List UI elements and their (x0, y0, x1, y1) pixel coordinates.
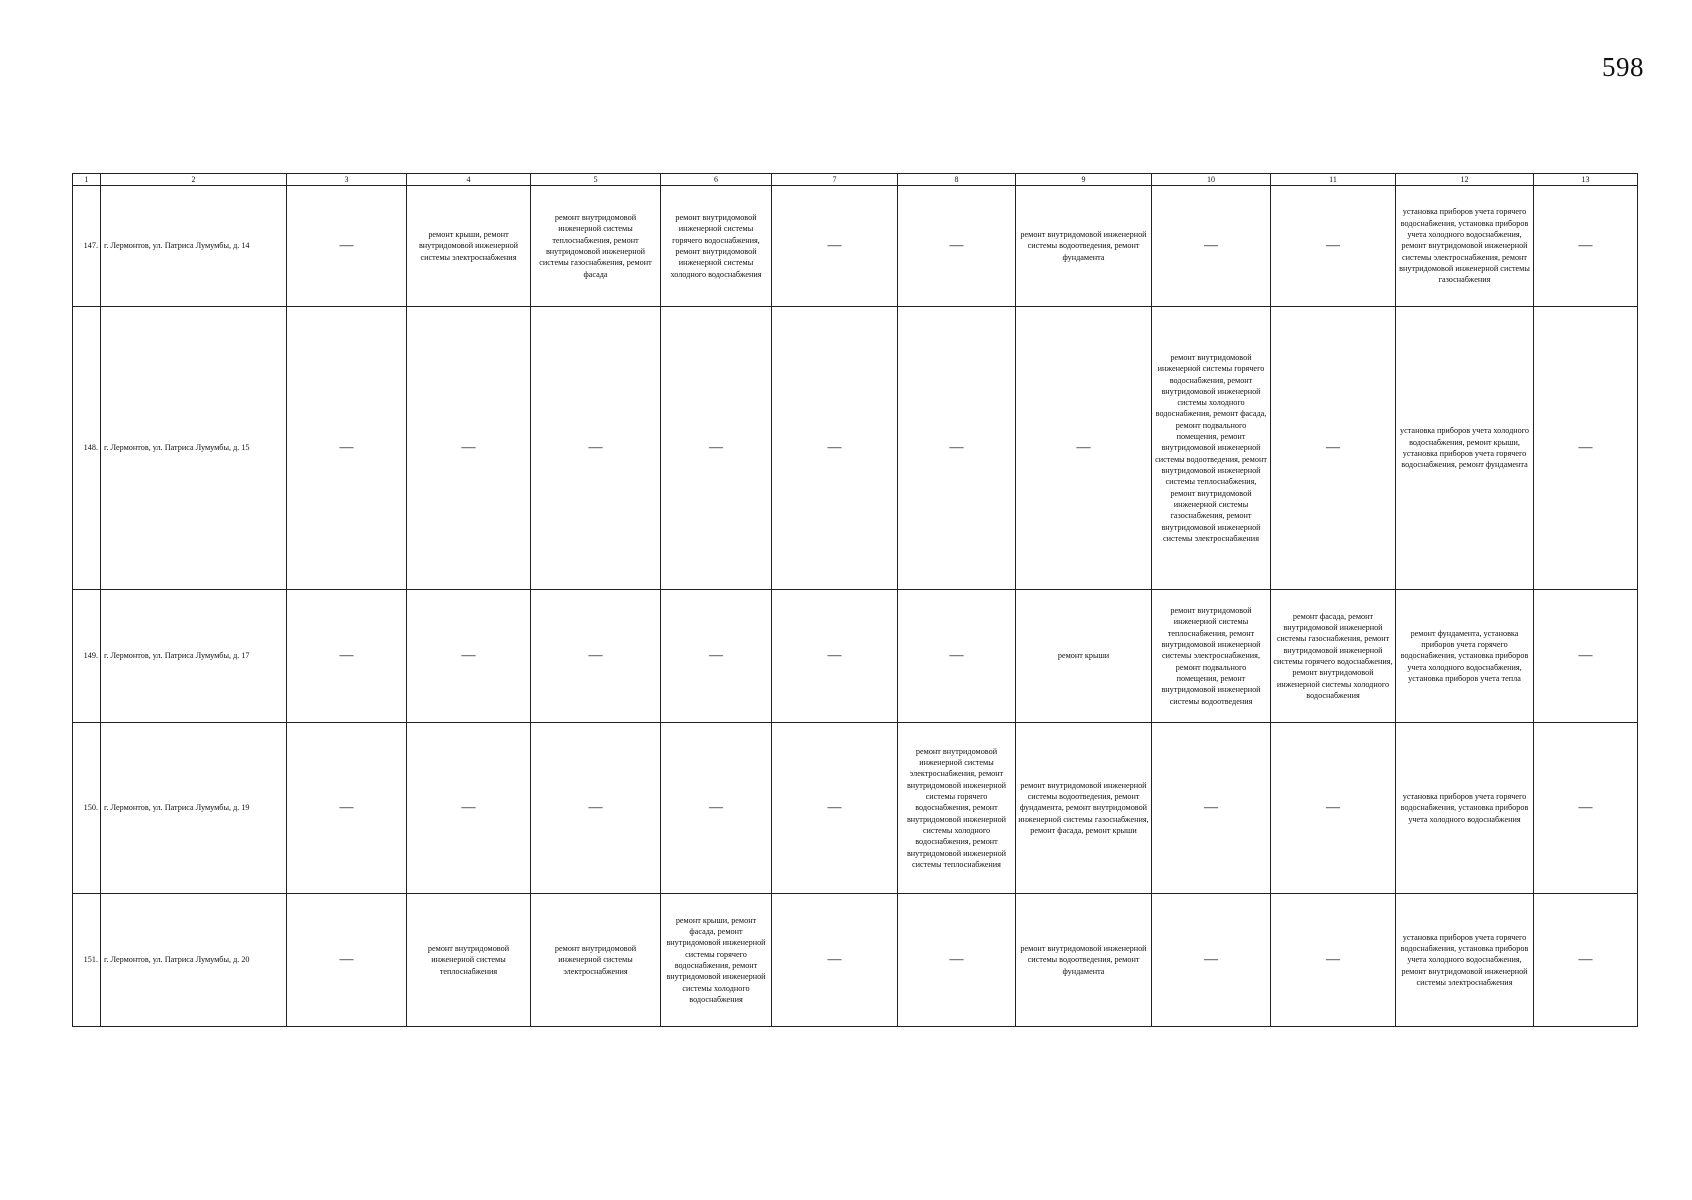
table-cell: ремонт внутридомовой инженерной системы водоотведения, ремонт фундамента, ремонт внутридомовой инженерной системы газоснабжения, ремонт фасада, ремонт крыши (1016, 723, 1152, 894)
table-cell: ремонт внутридомовой инженерной системы горячего водоснабжения, ремонт внутридомовой инженерной системы холодного водоснабжения, ремонт фасада, ремонт подвального помещения, ремонт внутридомовой инженерной системы водоотведения, ремонт внутридомовой инженерной системы теплоснабжения, ремонт внутридомовой инженерной системы газоснабжения, ремонт внутридомовой инженерной системы электроснабжения (1152, 307, 1271, 590)
table-row (73, 894, 1638, 1027)
table-cell: — (1152, 723, 1271, 894)
table-cell: ремонт внутридомовой инженерной системы водоотведения, ремонт фундамента (1016, 894, 1152, 1027)
table-cell: ремонт внутридомовой инженерной системы водоотведения, ремонт фундамента (1016, 186, 1152, 307)
row-number: 147. (73, 186, 101, 307)
table-cell: — (661, 590, 772, 723)
table-cell: — (287, 590, 407, 723)
table-cell: — (898, 590, 1016, 723)
address-cell: г. Лермонтов, ул. Патриса Лумумбы, д. 17 (101, 590, 287, 723)
column-header: 4 (407, 174, 531, 186)
column-header: 1 (73, 174, 101, 186)
table-cell: — (1534, 307, 1638, 590)
table-cell: — (772, 894, 898, 1027)
column-header: 10 (1152, 174, 1271, 186)
column-header: 6 (661, 174, 772, 186)
table-cell: — (772, 590, 898, 723)
row-number: 149. (73, 590, 101, 723)
table-cell: — (772, 307, 898, 590)
table-cell: — (772, 723, 898, 894)
column-header: 11 (1271, 174, 1396, 186)
table-cell: ремонт внутридомовой инженерной системы электроснабжения, ремонт внутридомовой инженерной системы горячего водоснабжения, ремонт внутридомовой инженерной системы холодного водоснабжения, ремонт внутридомовой инженерной системы теплоснабжения (898, 723, 1016, 894)
table-cell: ремонт крыши, ремонт фасада, ремонт внутридомовой инженерной системы горячего водоснабжения, ремонт внутридомовой инженерной системы холодного водоснабжения (661, 894, 772, 1027)
table-cell: ремонт фасада, ремонт внутридомовой инженерной системы газоснабжения, ремонт внутридомовой инженерной системы горячего водоснабжения, ремонт внутридомовой инженерной системы холодного водоснабжения (1271, 590, 1396, 723)
row-number: 150. (73, 723, 101, 894)
table-cell: ремонт внутридомовой инженерной системы горячего водоснабжения, ремонт внутридомовой инженерной системы холодного водоснабжения (661, 186, 772, 307)
address-cell: г. Лермонтов, ул. Патриса Лумумбы, д. 19 (101, 723, 287, 894)
table-cell: — (1271, 894, 1396, 1027)
table-cell: ремонт крыши (1016, 590, 1152, 723)
table-cell: — (898, 186, 1016, 307)
table-cell: — (287, 894, 407, 1027)
column-header: 12 (1396, 174, 1534, 186)
table-cell: установка приборов учета горячего водоснабжения, установка приборов учета холодного водоснабжения (1396, 723, 1534, 894)
table-row (73, 186, 1638, 307)
table-cell: ремонт внутридомовой инженерной системы электроснабжения (531, 894, 661, 1027)
column-header: 8 (898, 174, 1016, 186)
table-row (73, 723, 1638, 894)
table-cell: — (1534, 186, 1638, 307)
column-header: 9 (1016, 174, 1152, 186)
table-cell: — (1271, 307, 1396, 590)
table-cell: — (407, 307, 531, 590)
table-cell: — (407, 590, 531, 723)
row-number: 151. (73, 894, 101, 1027)
table-cell: установка приборов учета холодного водоснабжения, ремонт крыши, установка приборов учета горячего водоснабжения, ремонт фундамента (1396, 307, 1534, 590)
column-header: 2 (101, 174, 287, 186)
table-cell: ремонт крыши, ремонт внутридомовой инженерной системы электроснабжения (407, 186, 531, 307)
table-cell: — (1271, 186, 1396, 307)
table-cell: — (1016, 307, 1152, 590)
table-cell: — (287, 186, 407, 307)
repair-schedule-table (72, 173, 1638, 1027)
column-header: 13 (1534, 174, 1638, 186)
address-cell: г. Лермонтов, ул. Патриса Лумумбы, д. 15 (101, 307, 287, 590)
table-row (73, 307, 1638, 590)
row-number: 148. (73, 307, 101, 590)
address-cell: г. Лермонтов, ул. Патриса Лумумбы, д. 20 (101, 894, 287, 1027)
table-cell: — (531, 723, 661, 894)
table-cell: — (407, 723, 531, 894)
column-header: 7 (772, 174, 898, 186)
table-cell: — (661, 307, 772, 590)
table-cell: — (1152, 894, 1271, 1027)
table-cell: — (531, 590, 661, 723)
table-cell: — (661, 723, 772, 894)
table-cell: ремонт внутридомовой инженерной системы теплоснабжения (407, 894, 531, 1027)
table-cell: — (772, 186, 898, 307)
table-cell: установка приборов учета горячего водоснабжения, установка приборов учета холодного водоснабжения, ремонт внутридомовой инженерной системы электроснабжения (1396, 894, 1534, 1027)
column-number-row (73, 174, 1638, 186)
table-cell: — (287, 723, 407, 894)
table-cell: — (287, 307, 407, 590)
table-cell: ремонт внутридомовой инженерной системы теплоснабжения, ремонт внутридомовой инженерной системы газоснабжения, ремонт фасада (531, 186, 661, 307)
table-cell: установка приборов учета горячего водоснабжения, установка приборов учета холодного водоснабжения, ремонт внутридомовой инженерной системы электроснабжения, ремонт внутридомовой инженерной системы газоснабжения (1396, 186, 1534, 307)
address-cell: г. Лермонтов, ул. Патриса Лумумбы, д. 14 (101, 186, 287, 307)
table-cell: — (1534, 723, 1638, 894)
page-number: 598 (1602, 52, 1644, 82)
column-header: 5 (531, 174, 661, 186)
table-cell: — (1271, 723, 1396, 894)
table-row (73, 590, 1638, 723)
table-cell: — (1534, 894, 1638, 1027)
table-cell: ремонт фундамента, установка приборов учета горячего водоснабжения, установка приборов учета холодного водоснабжения, установка приборов учета тепла (1396, 590, 1534, 723)
table-cell: — (1152, 186, 1271, 307)
table-cell: — (898, 307, 1016, 590)
table-cell: — (1534, 590, 1638, 723)
table-cell: — (898, 894, 1016, 1027)
table-cell: — (531, 307, 661, 590)
column-header: 3 (287, 174, 407, 186)
table-cell: ремонт внутридомовой инженерной системы теплоснабжения, ремонт внутридомовой инженерной системы электроснабжения, ремонт подвального помещения, ремонт внутридомовой инженерной системы водоотведения (1152, 590, 1271, 723)
